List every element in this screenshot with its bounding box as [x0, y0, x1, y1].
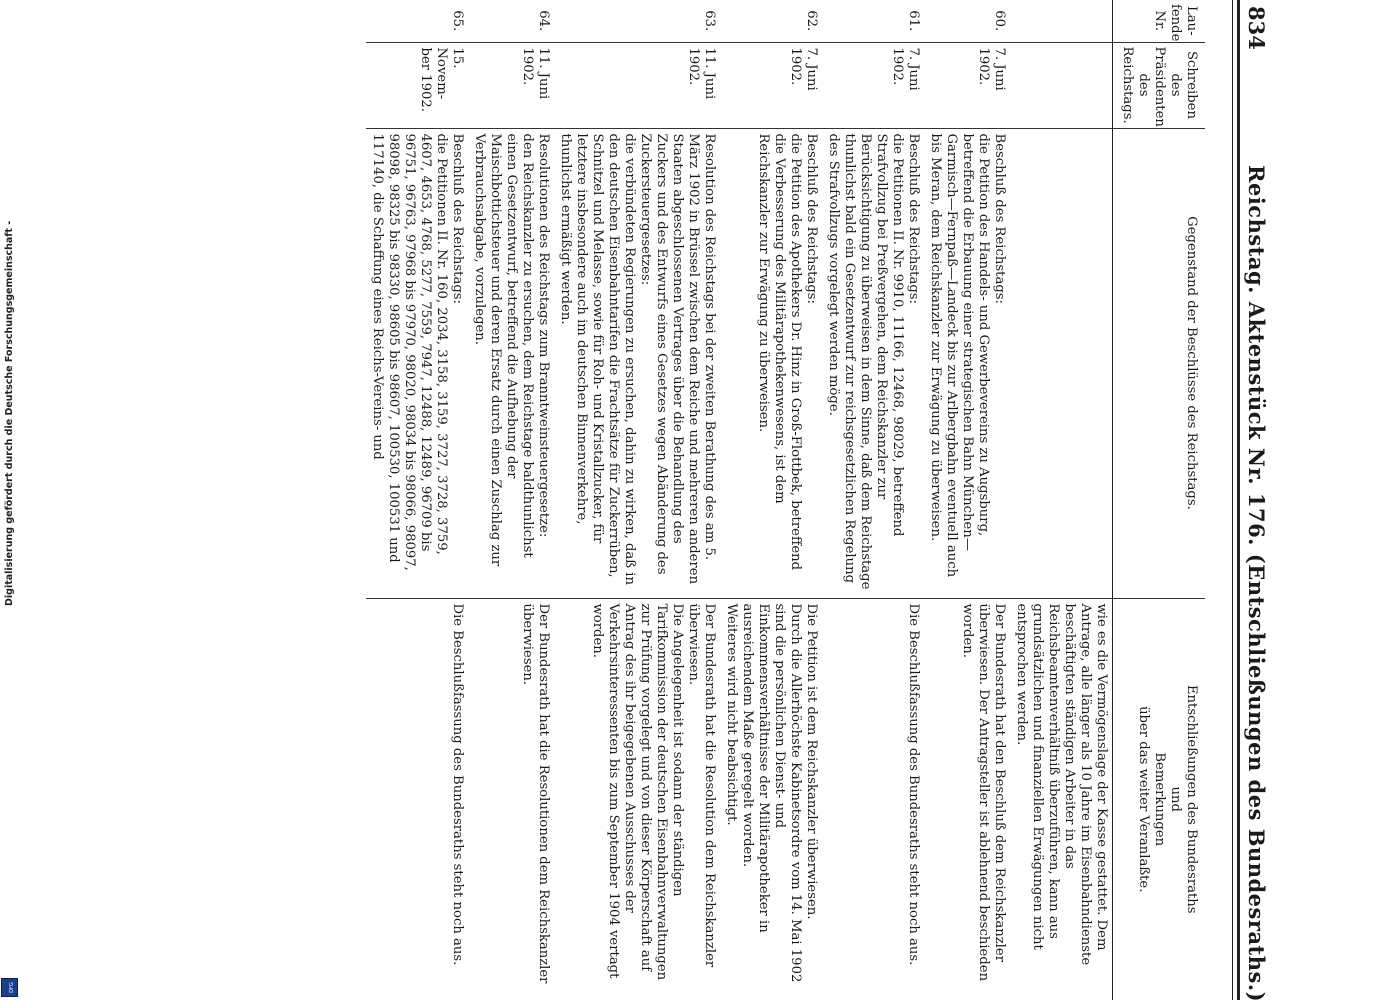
col-header-decision: Entschließungen des Bundesraths und Bemerkungen über das weiter Veranlaßte. [1113, 598, 1206, 1000]
row-date: 11. Juni 1902. [554, 42, 720, 128]
row-decision: Die Beschlußfassung des Bundesraths steht noch aus. [450, 603, 465, 966]
row-subject: Beschluß des Reichstags: die Petitionen II. Nr. 9910, 11166, 12468, 98029, betreffend Strafvollzug bei Preßvergehen, dem Reichskanzler zur Berücksichtigung zu überweisen in dem Sinne, daß dem Reichstage thunlichst bald ein Gesetzentwurf zur reichsgesetzlichen Regelung des Strafvollzugs vorgelegt werden möge. [822, 128, 924, 598]
row-subject: Beschluß des Reichstags: die Petition des Handels- und Gewerbevereins zu Augsburg, betreffend die Erbauung einer strategischen Bahn München—Garmisch—Fernpaß—Landeck bis zur Arlbergbahn eventuell auch bis Meran, dem Reichskanzler zur Erwägung zu überweisen. [924, 128, 1010, 598]
row-date: 11. Juni 1902. [468, 42, 554, 128]
col-header-date: Schreiben des Präsidenten des Reichstags. [1113, 42, 1206, 128]
row-subject: Beschluß des Reichstags: die Petition des Apothekers Dr. Hinz in Groß-Flottbek, betreffend die Verbesserung des Militärapothekenwesens, ist dem Reichskanzler zur Erwägung zu überweisen. [720, 128, 822, 598]
row-decision: Der Bundesrath hat die Resolution dem Reichskanzler überwiesen. Die Angelegenheit ist sodann der ständigen Tarifkommission der deutschen Eisenbahnverwaltungen zur Prüfung vorgelegt und von dieser Körperschaft auf Antrag des ihr beigegebenen Ausschusses der Verkehrsinteressenten bis zum September 1904 vertagt worden. [590, 603, 717, 981]
table-row [366, 0, 468, 1000]
table-header-row [1113, 0, 1206, 1000]
table-row [720, 0, 822, 1000]
row-decision: Die Petition ist dem Reichskanzler überwiesen. Durch die Allerhöchste Kabinetsordre vom 14. Mai 1902 sind die persönlichen Dienst- und Einkommensverhältnisse der Militärapotheker in ausreichendem Maße geregelt worden. Weiteres wird nicht beabsichtigt. [724, 603, 819, 983]
header-rule [1232, 0, 1240, 1000]
table-row [924, 0, 1010, 1000]
row-nr [1010, 0, 1113, 42]
table-row [822, 0, 924, 1000]
dfg-logo-icon [2, 979, 17, 996]
row-date: 7. Juni 1902. [924, 42, 1010, 128]
row-subject: Beschluß des Reichstags: die Petitionen II. Nr. 160, 2034, 3158, 3159, 3727, 3728, 3759, 4607, 4653, 4768, 5277, 7559, 7947, 12488, 12489, 96709 bis 96751, 96763, 97968 bis 97970, 98020, 98034 bis 98066, 98097, 98098, 98325 bis 98330, 98605 bis 98607, 100530, 100531 und 117140, die Schaffung eines Reichs-Vereins- und [366, 128, 468, 598]
col-header-nr: Lau- fende Nr. [1113, 0, 1206, 42]
page-title: Reichstag. Aktenstück Nr. 176. (Entschließungen des Bundesraths.) [1244, 165, 1269, 1002]
row-date: 15. Novem- ber 1902. [366, 42, 468, 128]
row-decision: wie es die Vermögenslage der Kasse gestattet. Dem Antrage, alle länger als 10 Jahre im Eisenbahndienste beschäftigten ständigen Arbeiter in das Reichsbeamtenverhältniß überzuführen, kann aus grundsätzlichen und finanziellen Erwägungen nicht entsprochen werden. [1014, 603, 1109, 966]
row-nr: 62. [720, 0, 822, 42]
row-date [1010, 42, 1113, 128]
rotated-page [57, 0, 1277, 1000]
row-nr: 61. [822, 0, 924, 42]
page-header [1209, 0, 1277, 1000]
digitization-credit: Digitalisierung gefördert durch die Deutsche Forschungsgemeinschaft - [4, 220, 15, 606]
row-decision: Die Beschlußfassung des Bundesraths steht noch aus. [906, 603, 921, 966]
dfg-logo-text: DFG [9, 982, 15, 993]
row-subject: Resolutionen des Reichstags zum Branntweinsteuergesetze: den Reichskanzler zu ersuchen, dem Reichstage baldthunlichst einen Gesetzentwurf, betreffend die Aufhebung der Maischbottichsteuer und deren Ersatz durch einen Zuschlag zur Verbrauchsabgabe, vorzulegen. [468, 128, 554, 598]
row-nr: 64. [468, 0, 554, 42]
table-row [554, 0, 720, 1000]
dfg-logo [1, 978, 18, 997]
page-number: 834 [1244, 6, 1269, 50]
row-decision: Der Bundesrath hat den Beschluß dem Reichskanzler überwiesen. Der Antragsteller ist ablehnend beschieden worden. [960, 603, 1007, 982]
row-nr: 65. [366, 0, 468, 42]
resolutions-table [366, 0, 1205, 1000]
row-subject [1010, 128, 1113, 598]
row-decision: Der Bundesrath hat die Resolutionen dem Reichskanzler überwiesen. [520, 603, 551, 984]
row-date: 7. Juni 1902. [720, 42, 822, 128]
row-subject: Resolution des Reichstags bei der zweiten Berathung des am 5. März 1902 in Brüssel zwischen dem Reiche und mehreren anderen Staaten abgeschlossenen Vertrages über die Behandlung des Zuckers und des Entwurfs eines Gesetzes wegen Abänderung des Zuckersteuergesetzes: die verbündeten Regierungen zu ersuchen, dahin zu wirken, daß in den deutschen Eisenbahntarifen die Frachtsätze für Zuckerrüben, Schnitzel und Melasse, sowie für Roh- und Kristallzucker, für letztere insbesondere auch im deutschen Binnenverkehre, thunlichst ermäßigt werden. [554, 128, 720, 598]
table-row [468, 0, 554, 1000]
row-nr: 60. [924, 0, 1010, 42]
row-date: 7. Juni 1902. [822, 42, 924, 128]
col-header-subject: Gegenstand der Beschlüsse des Reichstags. [1113, 128, 1206, 598]
table-row [1010, 0, 1113, 1000]
row-nr: 63. [554, 0, 720, 42]
